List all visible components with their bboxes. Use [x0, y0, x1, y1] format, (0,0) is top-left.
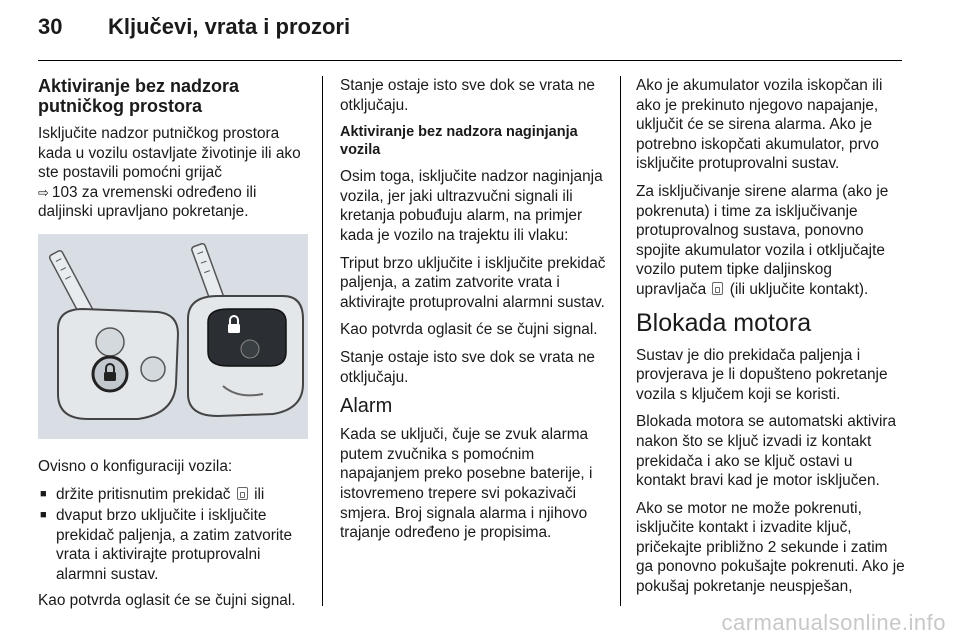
paragraph: Blokada motora se automatski aktivira nakon što se ključ izvadi iz kontakt prekidača i ako se ključ ostavi u kontakt bravi kad je motor isključen.	[636, 413, 897, 490]
key-fob-right-icon	[188, 296, 303, 416]
paragraph: Isključite nadzor putničkog prostora kada u vozilu ostavljate životinje ili ako ste postavili pomoćni grijač ⇨ 103 za vremenski određeno ili daljinski upravljano pokretanje.	[38, 125, 301, 221]
paragraph: Ovisno o konfiguraciji vozila:	[38, 457, 233, 475]
key-fob-illustration	[38, 234, 308, 439]
paragraph: Stanje ostaje isto sve dok se vrata ne otključaju.	[340, 77, 595, 114]
paragraph: Osim toga, isključite nadzor naginjanja vozila, jer jaki ultrazvučni signali ili kretanja pobuđuju alarm, na primjer kada je vozilo na trajektu ili vlaku:	[340, 168, 603, 244]
page-title: Ključevi, vrata i prozori	[108, 14, 351, 39]
column-divider	[322, 76, 323, 606]
column-divider	[620, 76, 621, 606]
paragraph: Ako je akumulator vozila iskopčan ili ako je prekinuto njegovo napajanje, uključit će se sirena alarma. Ako je potrebno iskopčati akumulator, prvo isključite protuprovalni sustav.	[636, 77, 883, 173]
paragraph: Stanje ostaje isto sve dok se vrata ne otključaju.	[340, 348, 595, 386]
paragraph: Triput brzo uključite i isključite prekidač paljenja, a zatim zatvorite vrata i aktivirajte protuprovalni alarmni sustav.	[340, 254, 606, 311]
list-item: ■ držite pritisnutim prekidač ili	[38, 485, 308, 505]
paragraph: Kada se uključi, čuje se zvuk alarma putem zvučnika s pomoćnim napajanjem preko posebne baterije, i istovremeno trepere svi pokazivači smjera. Broj signala alarma i njihovo trajanje određeno je propisima.	[340, 426, 593, 542]
column-2	[340, 76, 610, 551]
header-divider	[38, 60, 902, 61]
watermark: carmanualsonline.info	[721, 610, 946, 635]
bullet-list	[38, 485, 308, 585]
column-3	[636, 76, 906, 605]
page-reference-icon: ⇨	[38, 184, 49, 200]
page-header	[38, 14, 350, 44]
page-reference[interactable]: 103	[51, 183, 78, 201]
list-item: ■ dvaput brzo uključite i isključite prekidač paljenja, a zatim zatvorite vrata i aktivirajte protuprovalni alarmni sustav.	[38, 506, 308, 584]
key-fob-left-icon	[58, 309, 178, 419]
unlock-button-icon	[712, 282, 723, 295]
paragraph: Za isključivanje sirene alarma (ako je pokrenuta) i time za isključivanje protuprovalnog sustava, ponovno spojite akumulator vozila i otključajte vozilo putem tipke daljinskog upravljača (ili uključite kontakt).	[636, 182, 889, 298]
page-number: 30	[38, 14, 63, 39]
section-heading-immobiliser: Blokada motora	[636, 308, 812, 337]
paragraph: Sustav je dio prekidača paljenja i provjerava je li dopušteno pokretanje vozila s ključem koji se koristi.	[636, 346, 888, 403]
column-1	[38, 76, 308, 618]
paragraph: Ako se motor ne može pokrenuti, isključite kontakt i izvadite ključ, pričekajte približno 2 sekunde i zatim ga ponovno pokušajte pokrenuti. Ako je pokušaj pokretanje neuspješan,	[636, 499, 905, 596]
section-heading-passenger-monitoring: Aktiviranje bez nadzora putničkog prostora	[38, 76, 240, 116]
section-heading-tilt-monitoring: Aktiviranje bez nadzora naginjanja vozila	[340, 124, 578, 159]
lock-button-icon	[237, 487, 248, 500]
section-heading-alarm: Alarm	[340, 395, 393, 418]
paragraph: Kao potvrda oglasit će se čujni signal.	[38, 591, 296, 609]
paragraph: Kao potvrda oglasit će se čujni signal.	[340, 321, 598, 339]
